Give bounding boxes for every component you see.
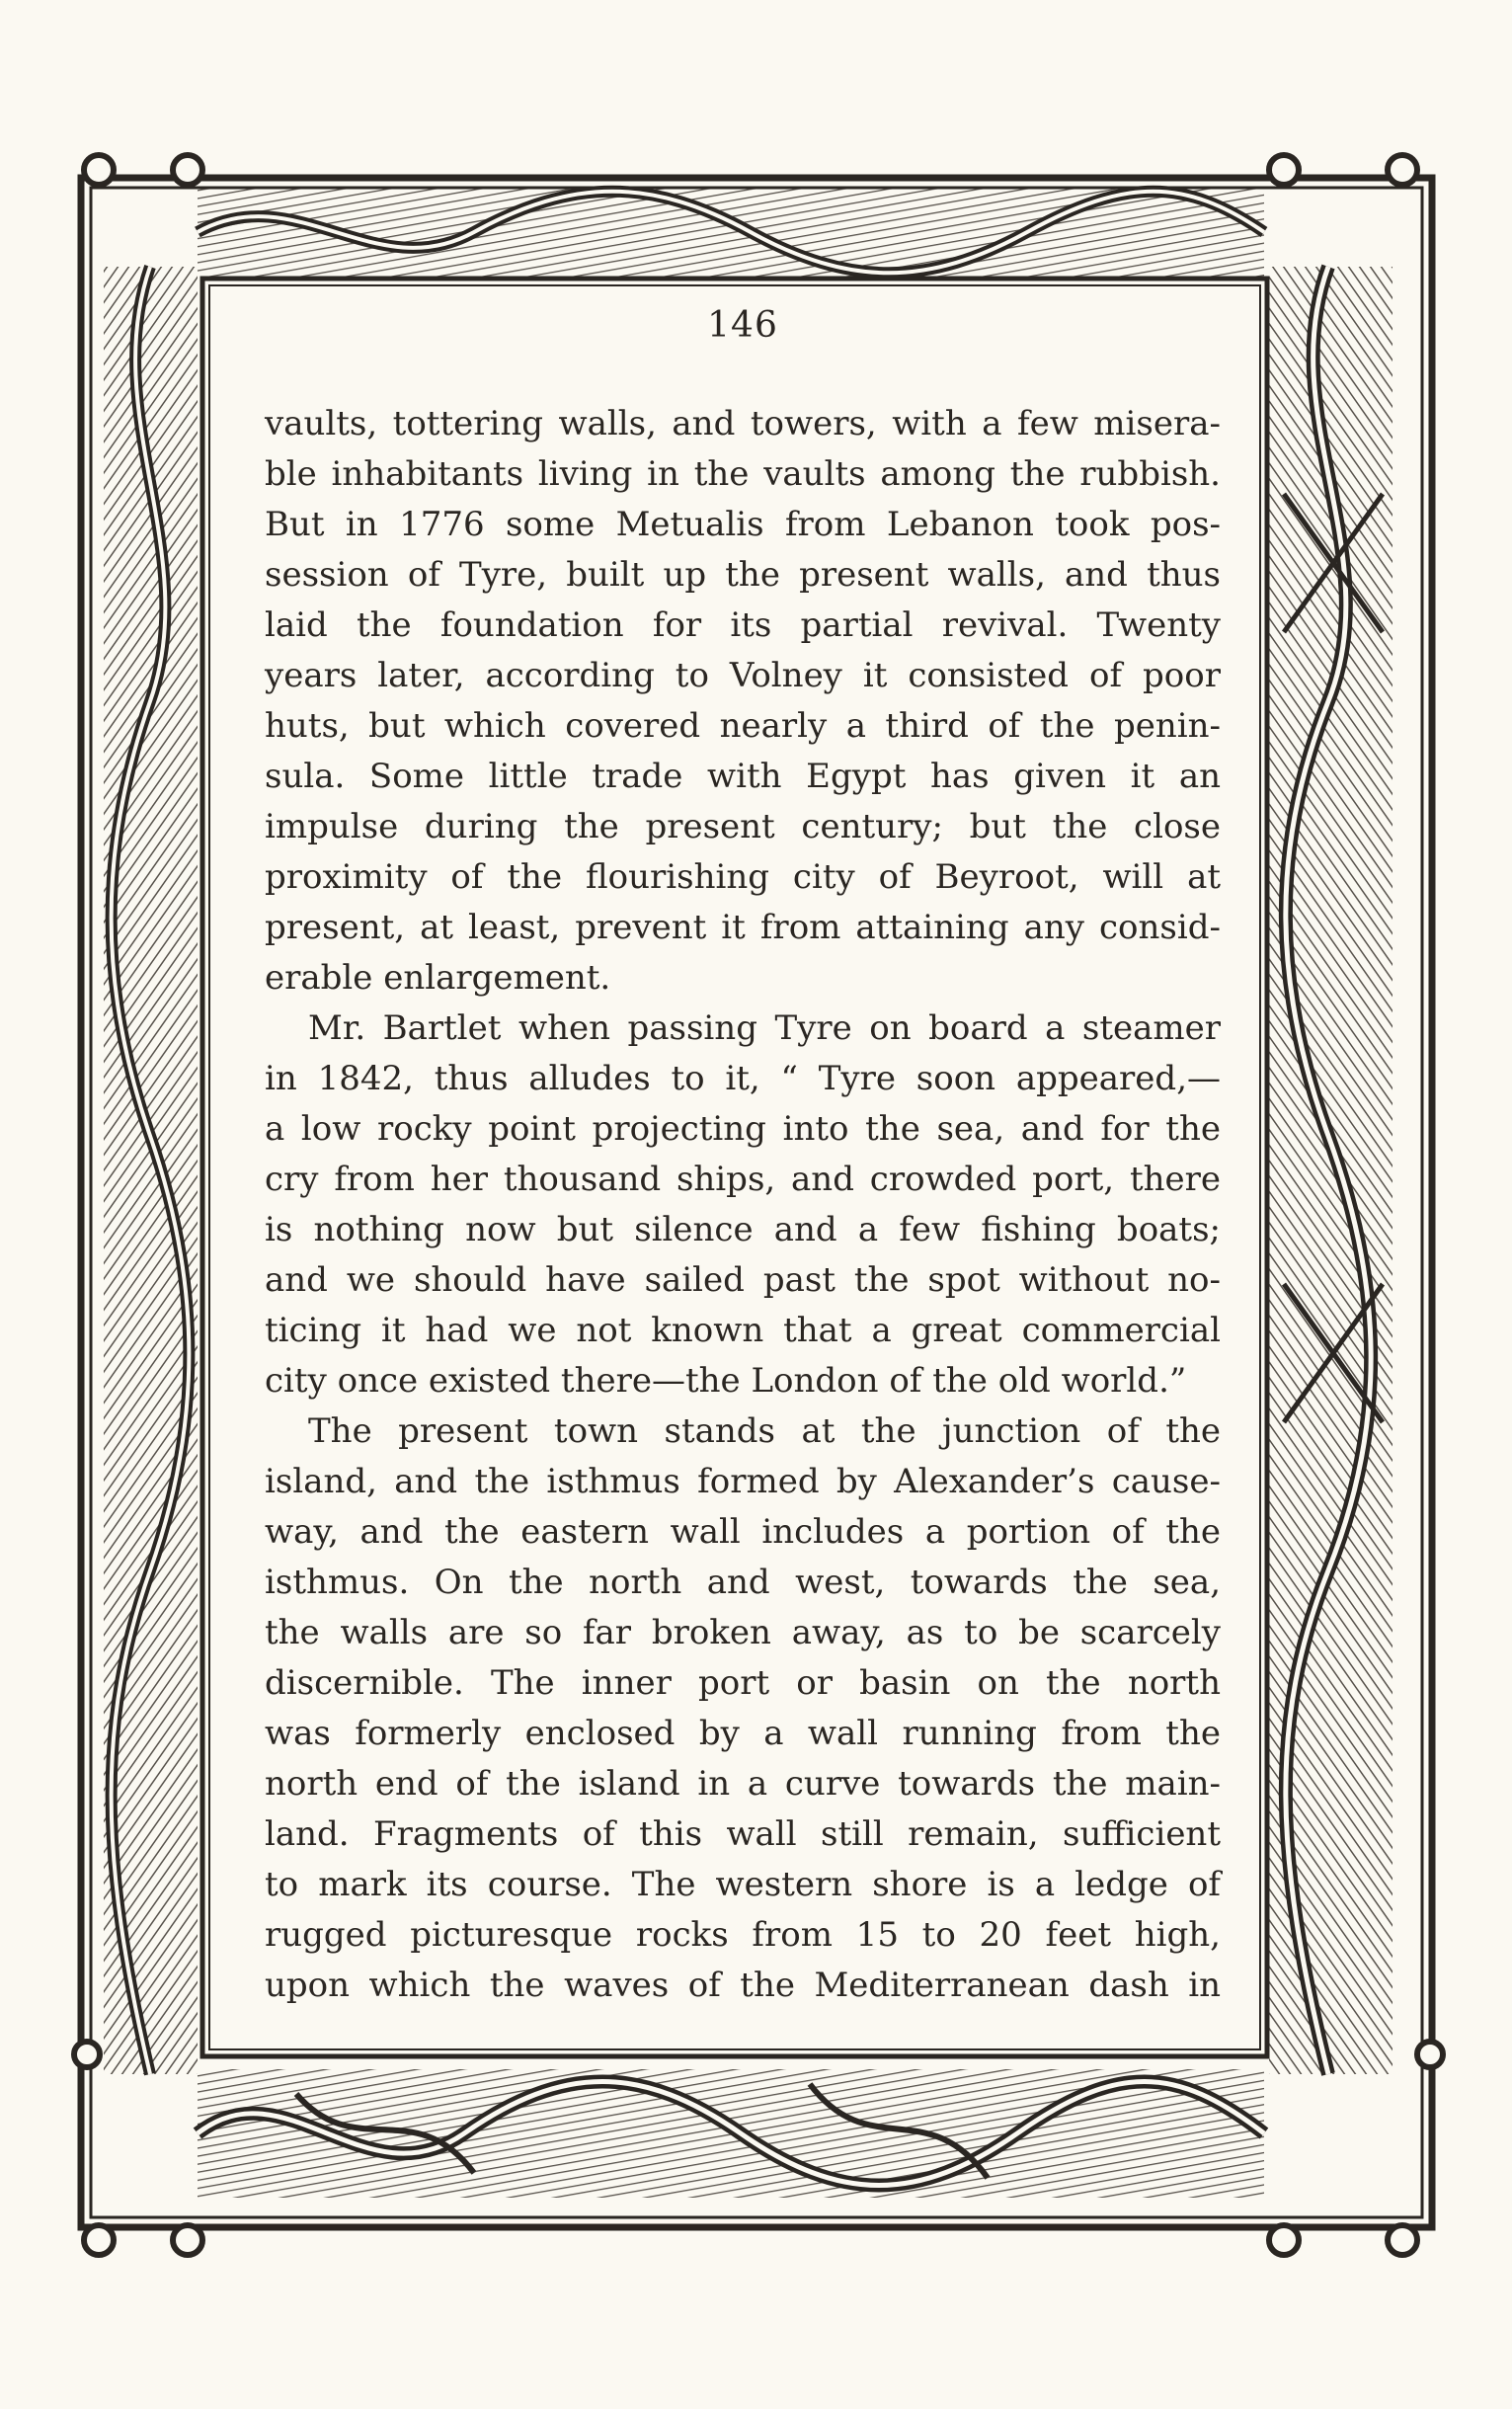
text-line: way, and the eastern wall includes a portion of the [265,1512,1221,1552]
body-text [265,399,1221,2011]
text-line: cry from her thousand ships, and crowded port, there [265,1160,1221,1199]
bottom-ornament-band [198,2069,1264,2198]
text-line: proximity of the flourishing city of Beyroot, will at [265,857,1221,897]
text-line: island, and the isthmus formed by Alexander’s cause- [265,1462,1221,1501]
text-line: vaults, tottering walls, and towers, with a few misera- [265,404,1221,443]
text-line: land. Fragments of this wall still remain, sufficient [265,1814,1221,1854]
text-line: north end of the island in a curve towards the main- [265,1764,1221,1804]
text-line: in 1842, thus alludes to it, “ Tyre soon appeared,— [265,1059,1221,1098]
text-line: to mark its course. The western shore is a ledge of [265,1865,1221,1904]
text-line: years later, according to Volney it consisted of poor [265,656,1221,695]
text-line: isthmus. On the north and west, towards the sea, [265,1563,1221,1602]
text-line: and we should have sailed past the spot without no- [265,1260,1221,1300]
text-line: city once existed there—the London of the old world.” [265,1361,1187,1401]
text-line: ticing it had we not known that a great commercial [265,1311,1221,1350]
text-line: But in 1776 some Metualis from Lebanon took pos- [265,505,1221,544]
right-ornament-column [1269,267,1393,2074]
text-line: a low rocky point projecting into the sea, and for the [265,1109,1221,1149]
text-line: discernible. The inner port or basin on the north [265,1663,1221,1703]
text-line: the walls are so far broken away, as to be scarcely [265,1613,1221,1652]
text-line: ble inhabitants living in the vaults among the rubbish. [265,454,1221,494]
text-line: impulse during the present century; but the close [265,807,1221,846]
text-line: is nothing now but silence and a few fishing boats; [265,1210,1221,1249]
text-line: huts, but which covered nearly a third of the penin- [265,706,1221,746]
text-line: sula. Some little trade with Egypt has given it an [265,757,1221,796]
text-line: The present town stands at the junction of the [308,1411,1221,1451]
top-ornament-band [198,188,1264,277]
text-panel [265,296,1221,2035]
text-line: Mr. Bartlet when passing Tyre on board a steamer [308,1008,1221,1048]
text-line: rugged picturesque rocks from 15 to 20 feet high, [265,1915,1221,1955]
text-line: erable enlargement. [265,958,611,998]
text-line: laid the foundation for its partial revival. Twenty [265,605,1221,645]
text-line: was formerly enclosed by a wall running from the [265,1714,1221,1753]
page-number: 146 [707,305,778,346]
text-line: session of Tyre, built up the present walls, and thus [265,555,1221,595]
text-line: present, at least, prevent it from attaining any consid- [265,908,1221,947]
left-ornament-column [104,267,198,2074]
text-line: upon which the waves of the Mediterranean dash in [265,1966,1221,2005]
